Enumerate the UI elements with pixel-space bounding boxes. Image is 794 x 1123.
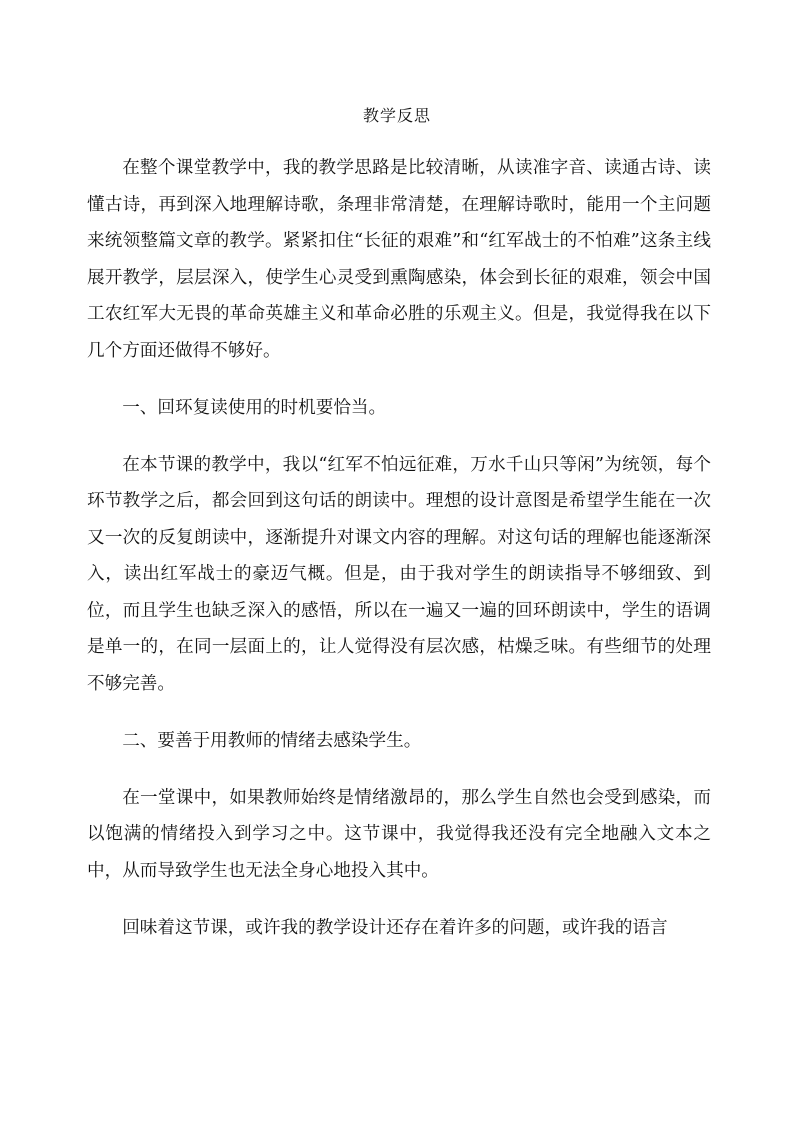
section-heading-1: 一、回环复读使用的时机要恰当。 [122, 397, 387, 418]
paragraph-intro: 在整个课堂教学中，我的教学思路是比较清晰，从读准字音、读通古诗、读懂古诗，再到深入地理解诗歌，条理非常清楚，在理解诗歌时，能用一个主问题来统领整篇文章的教学。紧紧扣住“长征的艰难”和“红军战士的不怕难”这条主线展开教学，层层深入，使学生心灵受到熏陶感染，体会到长征的艰难，领会中国工农红军大无畏的革命英雄主义和革命必胜的乐观主义。但是，我觉得我在以下几个方面还做得不够好。 [87, 158, 711, 361]
section-heading-2: 二、要善于用教师的情绪去感染学生。 [122, 730, 422, 751]
paragraph-section-2: 在一堂课中，如果教师始终是情绪激昂的，那么学生自然也会受到感染，而以饱满的情绪投入到学习之中。这节课中，我觉得我还没有完全地融入文本之中，从而导致学生也无法全身心地投入其中。 [87, 787, 711, 881]
paragraph-section-1: 在本节课的教学中，我以“红军不怕远征难，万水千山只等闲”为统领，每个环节教学之后，都会回到这句话的朗读中。理想的设计意图是希望学生能在一次又一次的反复朗读中，逐渐提升对课文内容的理解。对这句话的理解也能逐渐深入，读出红军战士的豪迈气概。但是，由于我对学生的朗读指导不够细致、到位，而且学生也缺乏深入的感悟，所以在一遍又一遍的回环朗读中，学生的语调是单一的，在同一层面上的，让人觉得没有层次感，枯燥乏味。有些细节的处理不够完善。 [87, 454, 711, 694]
paragraph-closing: 回味着这节课，或许我的教学设计还存在着许多的问题，或许我的语言 [122, 917, 668, 938]
document-body [87, 150, 711, 967]
document-title: 教学反思 [362, 106, 431, 125]
